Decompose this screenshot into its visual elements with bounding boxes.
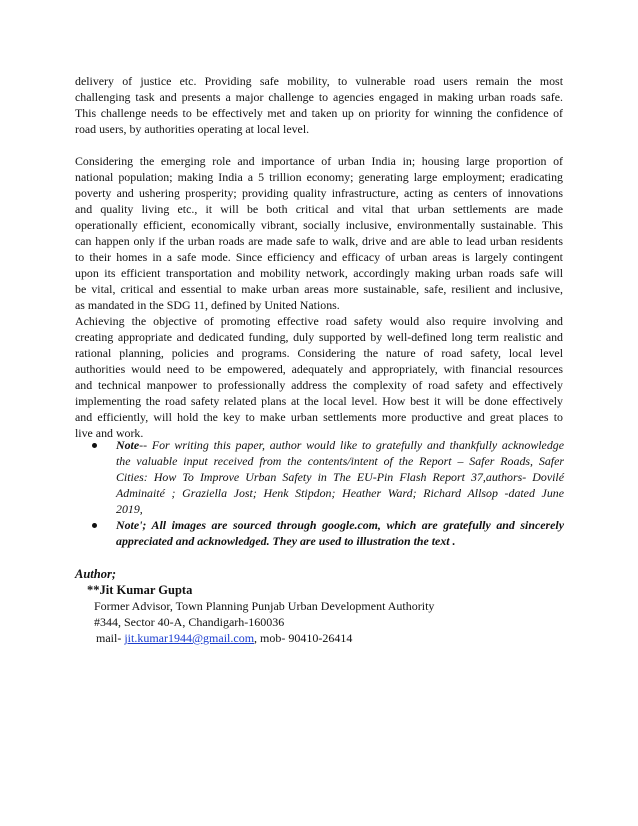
- note-label: Note: [116, 438, 140, 452]
- text-line: challenging task and presents a major challenge to agencies engaged in making urban roads safe.: [75, 90, 563, 104]
- text-line: and technical manpower to professionally address the complexity of road safety and effectively: [75, 378, 563, 392]
- text-line: to their homes in a safe mode. Since efficiency and efficacy of urban areas is largely contingent: [75, 250, 563, 264]
- author-contact: [75, 630, 434, 646]
- text-line: Considering the emerging role and importance of urban India in; housing large proportion of: [75, 154, 563, 168]
- text-line: national population; making India a 5 trillion economy; generating large employment; eradicating: [75, 170, 563, 184]
- text-line: 2019,: [116, 502, 143, 516]
- text-line: as mandated in the SDG 11, defined by United Nations.: [75, 298, 340, 312]
- text-line: road users, by authorities operating at local level.: [75, 122, 310, 136]
- text-line: the valuable input received from the contents/intent of the Report – Safer Roads, Safer: [116, 454, 564, 468]
- text-line: creating appropriate and dedicated funding, duly supported by well-defined long term realistic and: [75, 330, 563, 344]
- note-2-text: [116, 517, 564, 549]
- author-name: **Jit Kumar Gupta: [87, 583, 193, 597]
- text-line: authorities would need to be empowered, adequately and appropriately, with financial resources: [75, 362, 563, 376]
- text-line: operationally efficient, economically vibrant, socially inclusive, environmentally sustainable. This: [75, 218, 563, 232]
- mobile-number: , mob- 90410-26414: [254, 631, 353, 645]
- author-role: Former Advisor, Town Planning Punjab Urban Development Authority: [94, 599, 435, 613]
- text-line: poverty and ushering prosperity; providing quality infrastructure, acting as centers of innovations: [75, 186, 563, 200]
- bullet-icon: [92, 443, 97, 448]
- paragraph-2: [75, 153, 563, 313]
- text-line: can happen only if the urban roads are made safe to walk, drive and are able to lead urban residents: [75, 234, 563, 248]
- text-line: and efficiently, will hold the key to make urban settlements more productive and great places to: [75, 410, 563, 424]
- note-item-2: [92, 517, 564, 549]
- text-line: delivery of justice etc. Providing safe mobility, to vulnerable road users remain the most: [75, 74, 563, 88]
- text-line: Adminaité ; Graziella Jost; Henk Stipdon; Heather Ward; Richard Allsop -dated June: [116, 486, 564, 500]
- text-line: Note'; All images are sourced through google.com, which are gratefully and sincerely: [116, 518, 564, 532]
- text-line: and quality living etc., it will be both critical and vital that urban settlements are made: [75, 202, 563, 216]
- text-line: Cities: How To Improve Urban Safety in The EU-Pin Flash Report 37,authors- Dovilé: [116, 470, 564, 484]
- text-line: live and work.: [75, 426, 144, 440]
- text-line: This challenge needs to be effectively met and taken up on priority for winning the confidence of: [75, 106, 563, 120]
- author-address: #344, Sector 40-A, Chandigarh-160036: [94, 615, 285, 629]
- notes-list: [92, 437, 564, 549]
- text-line: Achieving the objective of promoting effective road safety would also require involving and: [75, 314, 563, 328]
- mail-label: mail-: [96, 631, 125, 645]
- author-heading: Author;: [75, 567, 116, 581]
- note-1-text: [116, 437, 564, 517]
- note-item-1: [92, 437, 564, 517]
- text-line: upon its efficient transportation and mobility network, accordingly making urban roads safe will: [75, 266, 563, 280]
- author-block: [75, 566, 434, 646]
- paragraph-3: [75, 313, 563, 441]
- text-line: appreciated and acknowledged. They are used to illustration the text .: [116, 534, 456, 548]
- text-line: be vital, critical and essential to make urban areas more sustainable, safe, resilient and inclusive,: [75, 282, 563, 296]
- text-line: Note-- For writing this paper, author would like to gratefully and thankfully acknowledge: [116, 438, 564, 452]
- bullet-icon: [92, 523, 97, 528]
- text-line: implementing the road safety related plans at the local level. How best it will be done effectively: [75, 394, 563, 408]
- text-line: rational planning, policies and programs. Considering the nature of road safety, local level: [75, 346, 563, 360]
- email-link[interactable]: jit.kumar1944@gmail.com: [124, 631, 255, 645]
- paragraph-1: [75, 73, 563, 137]
